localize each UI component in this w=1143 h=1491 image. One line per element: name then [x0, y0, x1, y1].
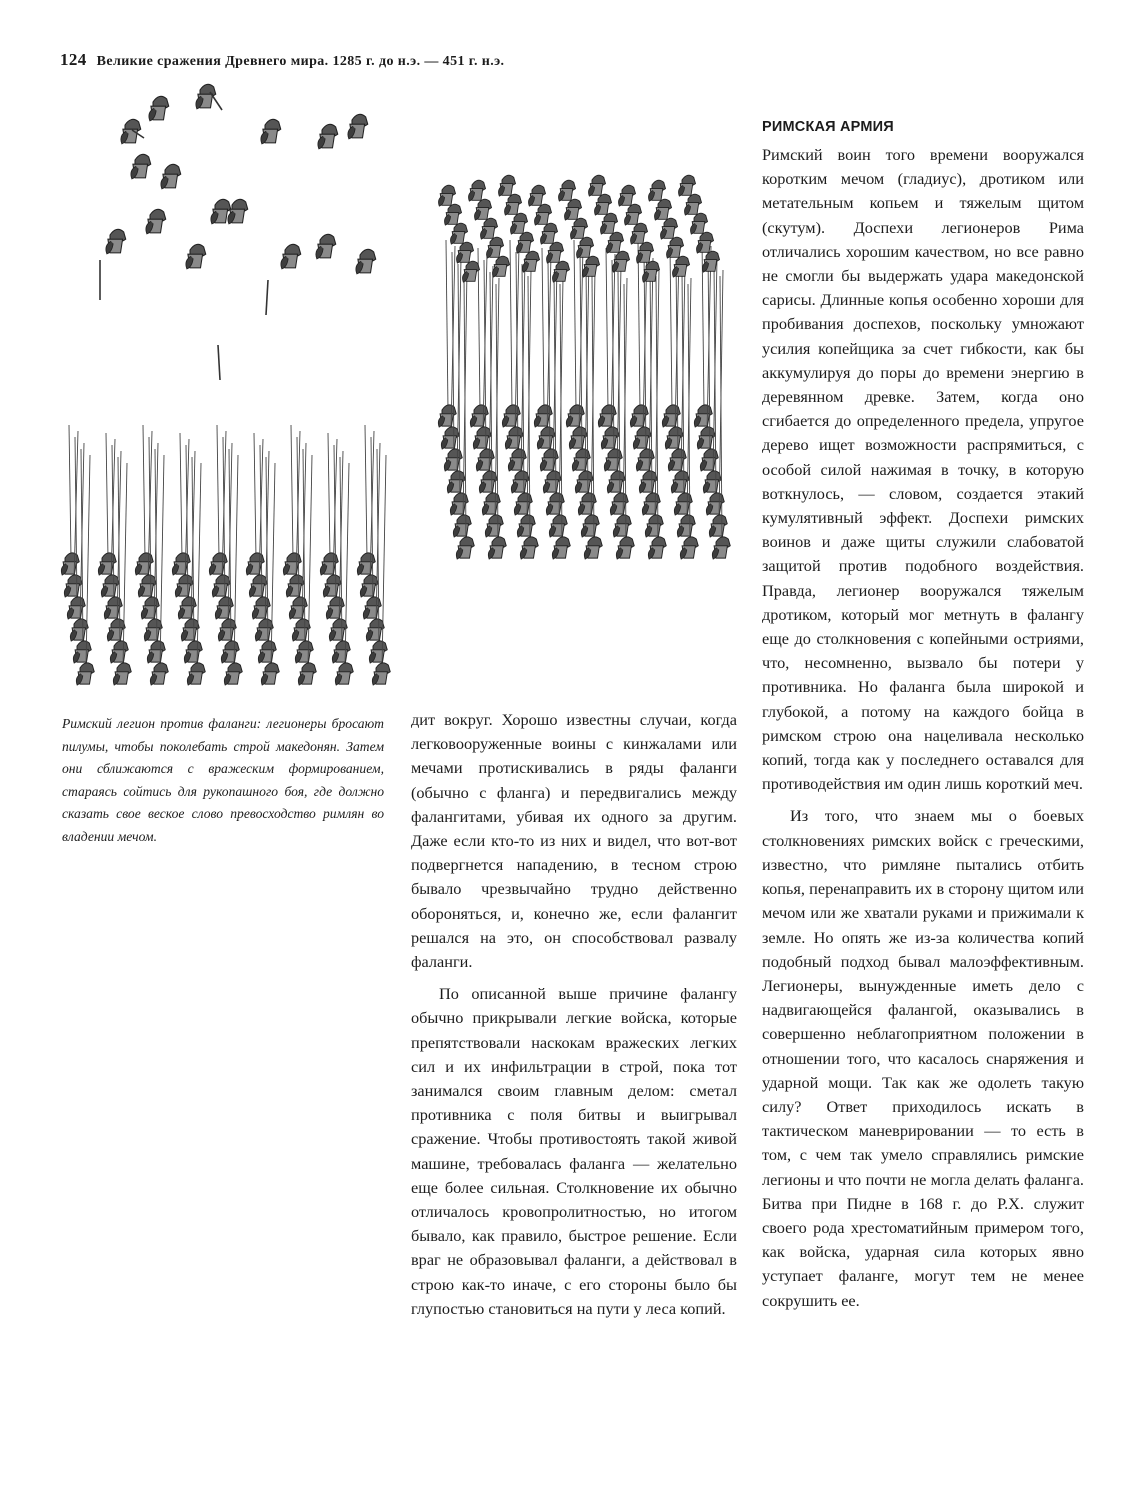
soldier-figure — [569, 427, 587, 449]
soldier-figure — [709, 515, 727, 537]
soldier-figure — [600, 213, 617, 234]
soldier-figure — [286, 575, 304, 597]
soldier-figure — [212, 575, 230, 597]
soldier-figure — [138, 575, 156, 597]
soldier-figure — [64, 575, 82, 597]
soldier-figure — [616, 537, 634, 559]
running-head — [60, 50, 504, 72]
sarissa — [478, 248, 480, 410]
illustration-legion-vs-phalanx — [40, 80, 730, 700]
soldier-figure — [316, 234, 336, 259]
sarissa — [234, 455, 238, 668]
soldier-figure — [480, 218, 497, 239]
soldier-figure — [121, 119, 141, 144]
sarissa — [606, 248, 608, 410]
paragraph: Римский воин того времени вооружался коротким мечом (гладиус), дротиком или метательным копьем и тяжелым щитом (скутум). Доспехи легионеров Рима отличались хорошим качеством, но все равно не смогли бы выдержать удара македонской сарисы. Длинные копья особенно хороши для пробивания доспехов, поскольку умножают усилия копейщика за счет гибкости, как бы аккумулируя до поры до времени энергию в деревянном древке. Затем, когда оно сгибается до определенного предела, упругое дерево ищет возможности распрямиться, с особой силой нажимая в точку, в которую воткнулось, — словом, создается этакий кумулятивный эффект. Доспехи римских воинов и даже щиты служили слабоватой защитой против подобного воздействия. Правда, легионер вооружался тяжелым дротиком, который мог метнуть в фалангу еще до столкновения с копейными остриями, что, несомненно, вызвало бы потери у противника. Но фаланга была широкой и глубокой, а потому на каждого бойца в римском строю она нацеливала несколько копий, тогда как у последнего оставался для противодействия им один лишь короткий меч. — [762, 145, 1084, 794]
soldier-figure — [613, 515, 631, 537]
soldier-figure — [665, 427, 683, 449]
sarissa — [197, 463, 201, 668]
soldier-figure — [318, 124, 338, 149]
sarissa — [160, 455, 164, 668]
soldier-figure — [697, 427, 715, 449]
soldier-figure — [588, 175, 605, 196]
soldier-figure — [488, 537, 506, 559]
soldier-figure — [552, 261, 569, 282]
soldier-figure — [534, 204, 551, 225]
soldier-figure — [101, 575, 119, 597]
soldier-figure — [73, 641, 91, 663]
soldier-figure — [468, 180, 485, 201]
sarissa — [574, 240, 576, 410]
sarissa — [180, 433, 182, 558]
soldier-figure — [510, 213, 527, 234]
soldier-figure — [144, 619, 162, 641]
soldier-figure — [648, 537, 666, 559]
soldier-figure — [522, 251, 539, 272]
sarissa — [510, 240, 512, 410]
section-title: РИМСКАЯ АРМИЯ — [762, 119, 894, 135]
soldier-figure — [473, 427, 491, 449]
soldier-figure — [516, 232, 533, 253]
soldier-figure — [576, 237, 593, 258]
soldier-figure — [106, 229, 126, 254]
soldier-figure — [456, 242, 473, 263]
illustration-caption: Римский легион против фаланги: легионеры бросают пилумы, чтобы поколебать строй македонян. Затем они сближаются с вражеским формированием, стараясь сойтись для рукопашного боя, где должно сказать свое веское слово превосходство римлян во владении мечом. — [62, 716, 384, 844]
soldier-figure — [639, 471, 657, 493]
soldier-figure — [648, 180, 665, 201]
soldier-figure — [660, 218, 677, 239]
soldier-figure — [161, 164, 181, 189]
soldier-figure — [543, 471, 561, 493]
soldier-figure — [131, 154, 151, 179]
soldier-figure — [511, 471, 529, 493]
sarissa — [308, 455, 312, 668]
sarissa — [382, 455, 386, 668]
soldier-figure — [654, 199, 671, 220]
sarissa — [542, 248, 544, 410]
soldier-figure — [218, 619, 236, 641]
soldier-figure — [298, 663, 316, 685]
sarissa — [86, 455, 90, 668]
left-phalanx — [61, 425, 390, 685]
soldier-figure — [537, 427, 555, 449]
soldier-figure — [517, 515, 535, 537]
pilum — [266, 280, 268, 315]
paragraph: По описанной выше причине фалангу обычно прикрывали легкие войска, которые препятствовали наскокам вражеских легких сил и их инфильтрации в строй, пока тот занимался своим главным делом: сметал противника с поля битвы и выигрывал сражение. Чтобы противостоять такой живой машине, требовалась фаланга — желательно еще более сильная. Столкновение их обычно отличалось кровопролитностью, но итогом бывало, как правило, быстрое решение. Если враг не образовывал фаланги, а действовал в строю как-то иначе, с его стороны было бы глупостью становиться на пути у леса копий. — [411, 984, 737, 1318]
soldier-figure — [456, 537, 474, 559]
soldier-figure — [249, 575, 267, 597]
soldier-figure — [520, 537, 538, 559]
soldier-figure — [110, 641, 128, 663]
soldier-figure — [281, 244, 301, 269]
soldier-figure — [474, 199, 491, 220]
soldier-figure — [438, 185, 455, 206]
paragraph: Из того, что знаем мы о боевых столкновениях римских войск с греческими, известно, что римляне пытались отбить копья, перенаправить их в сторону щитом или мечом или же хватали руками и прижимали к земле. Но опять же из-за количества копий подобный подход бывал малоэффективным. Легионеры, вынужденные иметь дело с надвигающейся фалангой, оказывались в совершенно неблагоприятном положении в отношении того, что касалось снаряжения и ударной мощи. Так как же одолеть такую силу? Ответ приходилось искать в тактическом маневрировании — то есть в том, с чем так умело справлялись римские легионы и что почти не могла делать фаланга. Битва при Пидне в 168 г. до Р.Х. служит своего рода хрестоматийным примером того, как войска, ударная сила которых явно уступает фаланге, могут тем не менее сокрушить ее. — [762, 806, 1084, 1310]
soldier-figure — [479, 471, 497, 493]
soldier-figure — [645, 515, 663, 537]
soldier-figure — [187, 663, 205, 685]
soldier-figure — [255, 619, 273, 641]
soldier-figure — [630, 223, 647, 244]
soldier-figure — [504, 194, 521, 215]
soldier-figure — [498, 175, 515, 196]
sarissa — [291, 425, 293, 558]
soldier-figure — [369, 641, 387, 663]
soldier-figure — [221, 641, 239, 663]
soldier-figure — [549, 515, 567, 537]
soldier-figure — [181, 619, 199, 641]
soldier-figure — [150, 663, 168, 685]
soldier-figure — [107, 619, 125, 641]
sarissa — [638, 240, 640, 410]
sarissa — [217, 425, 219, 558]
soldier-figure — [113, 663, 131, 685]
soldier-figure — [224, 663, 242, 685]
soldier-figure — [486, 237, 503, 258]
soldier-figure — [186, 244, 206, 269]
sarissa — [123, 463, 127, 668]
soldier-figure — [606, 232, 623, 253]
middle-column — [411, 708, 737, 1321]
soldier-figure — [453, 515, 471, 537]
soldier-figure — [360, 575, 378, 597]
soldier-figure — [690, 213, 707, 234]
sarissa — [271, 463, 275, 668]
soldier-figure — [703, 471, 721, 493]
soldier-figure — [601, 427, 619, 449]
soldier-figure — [594, 194, 611, 215]
soldier-figure — [450, 223, 467, 244]
soldier-figure — [570, 218, 587, 239]
soldier-figure — [332, 641, 350, 663]
sarissa — [345, 463, 349, 668]
soldier-figure — [76, 663, 94, 685]
soldier-figure — [329, 619, 347, 641]
soldier-figure — [552, 537, 570, 559]
soldier-figure — [292, 619, 310, 641]
sarissa — [328, 433, 330, 558]
soldier-figure — [672, 256, 689, 277]
soldier-figure — [356, 249, 376, 274]
soldier-figure — [677, 515, 695, 537]
soldier-figure — [540, 223, 557, 244]
soldier-figure — [564, 199, 581, 220]
soldier-figure — [684, 194, 701, 215]
soldier-figure — [348, 114, 368, 139]
soldier-figure — [666, 237, 683, 258]
soldier-figure — [642, 261, 659, 282]
soldier-figure — [146, 209, 166, 234]
soldier-figure — [680, 537, 698, 559]
soldier-figure — [485, 515, 503, 537]
sarissa — [670, 248, 672, 410]
sarissa — [365, 425, 367, 558]
soldier-figure — [147, 641, 165, 663]
soldier-figure — [678, 175, 695, 196]
soldier-figure — [175, 575, 193, 597]
soldier-figure — [546, 242, 563, 263]
soldier-figure — [372, 663, 390, 685]
page-number: 124 — [60, 50, 87, 69]
soldier-figure — [712, 537, 730, 559]
soldier-figure — [462, 261, 479, 282]
soldier-figure — [584, 537, 602, 559]
paragraph: дит вокруг. Хорошо известны случаи, когда легковооруженные воины с кинжалами или мечами протискивались в ряды фаланги (обычно с фланга) и передвигались между фалангитами, убивая их одного за другим. Даже если кто-то из них и видел, что вот-вот подвергнется нападению, в тесном строю бывало чрезвычайно трудно действенно обороняться, и, конечно же, если фалангит решался на это, он способствовал развалу фаланги. — [411, 710, 737, 972]
soldier-figure — [528, 185, 545, 206]
soldier-figure — [581, 515, 599, 537]
soldier-figure — [335, 663, 353, 685]
soldier-figure — [149, 96, 169, 121]
soldier-figure — [323, 575, 341, 597]
book-title: Великие сражения Древнего мира. 1285 г. до н.э. — 451 г. н.э. — [96, 54, 505, 69]
soldier-figure — [258, 641, 276, 663]
soldier-figure — [261, 663, 279, 685]
sarissa — [254, 433, 256, 558]
soldier-figure — [618, 185, 635, 206]
soldier-figure — [558, 180, 575, 201]
soldier-figure — [492, 256, 509, 277]
sarissa — [106, 433, 108, 558]
pilum — [218, 345, 220, 380]
soldier-figure — [582, 256, 599, 277]
right-phalanx — [438, 175, 730, 559]
soldier-figure — [366, 619, 384, 641]
soldier-figure — [505, 427, 523, 449]
soldier-figure — [624, 204, 641, 225]
sarissa — [69, 425, 71, 558]
soldier-figure — [70, 619, 88, 641]
soldier-figure — [184, 641, 202, 663]
soldier-figure — [671, 471, 689, 493]
soldier-figure — [228, 199, 248, 224]
soldier-figure — [633, 427, 651, 449]
right-column — [762, 116, 1084, 1313]
soldier-figure — [444, 204, 461, 225]
soldier-figure — [295, 641, 313, 663]
soldier-figure — [447, 471, 465, 493]
soldier-figure — [441, 427, 459, 449]
sarissa — [143, 425, 145, 558]
soldier-figure — [575, 471, 593, 493]
roman-legionaries — [106, 84, 376, 274]
soldier-figure — [636, 242, 653, 263]
soldier-figure — [607, 471, 625, 493]
soldier-figure — [261, 119, 281, 144]
sarissa — [446, 240, 448, 410]
